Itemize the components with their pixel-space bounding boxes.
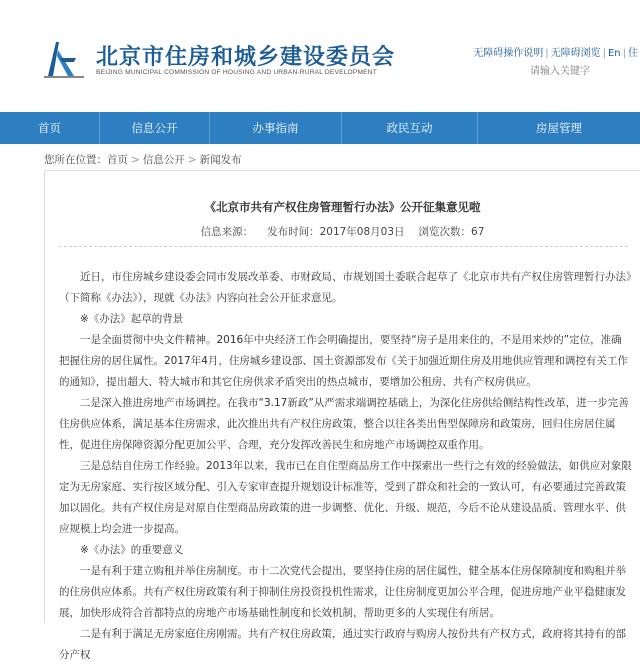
article-views: 浏览次数：67: [418, 226, 485, 238]
article-meta: [45, 224, 640, 239]
accessibility-browse-link[interactable]: 无障碍浏览: [550, 48, 601, 59]
breadcrumb-news-release[interactable]: 新闻发布: [199, 154, 242, 166]
link-separator: |: [545, 48, 549, 59]
breadcrumb-home[interactable]: 首页: [107, 154, 128, 166]
link-separator: |: [622, 48, 626, 59]
article-title: 《北京市共有产权住房管理暂行办法》公开征集意见啦: [204, 200, 481, 214]
article-paragraph: 一是全面贯彻中央文件精神。2016年中央经济工作会明确提出，要坚持“房子是用来住的，不是用来炒的”定位，准确把握住房的居住属性。2017年4月，住房城乡建设部、国土资源部发布《关于加强近期住房及用地供应管理和调控有关工作的通知》，提出超大、特大城市和其它住房供求矛盾突出的热点城市，要增加公租房、共有产权房供应。: [59, 334, 628, 388]
nav-item-home[interactable]: 首页: [0, 112, 100, 144]
nav-item-public-interaction[interactable]: 政民互动: [342, 112, 478, 144]
article-section-heading: ※《办法》起草的背景: [80, 313, 184, 325]
article-paragraph: 近日，市住房城乡建设委会同市发展改革委、市财政局、市规划国土委联合起草了《北京市共有产权住房管理暂行办法》（下简称《办法》），现就《办法》内容向社会公开征求意见。: [59, 271, 632, 304]
breadcrumb-arrow-icon: >: [187, 154, 197, 166]
nav-item-housing-management[interactable]: 房屋管理: [536, 121, 582, 135]
article-section-heading: ※《办法》的重要意义: [80, 544, 184, 556]
meta-divider: [59, 246, 628, 247]
top-links: [471, 44, 640, 59]
nav-item-info-disclosure[interactable]: 信息公开: [100, 112, 210, 144]
nav-item-service-guide[interactable]: 办事指南: [210, 112, 342, 144]
search-input[interactable]: [512, 61, 640, 81]
link-separator: |: [602, 48, 606, 59]
commission-logo-icon[interactable]: [40, 38, 90, 80]
article: [44, 171, 640, 661]
breadcrumb: [44, 152, 242, 167]
main-nav: [0, 112, 640, 144]
site-title[interactable]: 北京市住房和城乡建设委员会: [96, 45, 396, 70]
more-link[interactable]: 住: [628, 48, 638, 59]
article-paragraph: 二是深入推进房地产市场调控。在我市“3.17新政”从严需求端调控基础上，为深化住房供给侧结构性改革，进一步完善住房供应体系，满足基本住房需求，此次推出共有产权住房政策，整合以往各类出售型保障房和政策房，回归住房居住属性，促进住房保障资源分配更加公平、合理，充分发挥改善民生和房地产市场调控双重作用。: [59, 397, 629, 451]
breadcrumb-label: 您所在位置：: [44, 154, 107, 166]
breadcrumb-arrow-icon: >: [131, 154, 140, 166]
english-link[interactable]: En: [607, 48, 621, 59]
site-subtitle: BEIJING MUNICIPAL COMMISSION OF HOUSING AND URBAN-RURAL DEVELOPMENT: [96, 69, 377, 76]
article-paragraph: 二是有利于满足无房家庭住房刚需。共有产权住房政策，通过实行政府与购房人按份共有产权方式，政府将其持有的部分产权: [59, 628, 626, 661]
article-paragraph: 一是有利于建立购租并举住房制度。市十二次党代会提出，要坚持住房的居住属性，健全基本住房保障制度和购租并举的住房供应体系。共有产权住房政策有利于抑制住房投资投机性需求，让住房制度更加公平合理，促进房地产业平稳健康发展，加快形成符合首都特点的房地产市场基础性制度和长效机制，帮助更多的人实现住有所居。: [59, 565, 626, 619]
site-header: [0, 0, 640, 108]
article-body: [59, 267, 632, 666]
article-source: 信息来源：: [200, 226, 254, 238]
article-date: 发布时间：2017年08月03日: [267, 226, 405, 238]
article-paragraph: 三是总结自住房工作经验。2013年以来，我市已在自住型商品房工作中探索出一些行之有效的经验做法，如供应对象限定为无房家庭、实行按区域分配、引入专家审查提升规划设计标准等，受到了群众和社会的一致认可，有必要通过完善政策加以固化。共有产权住房是对原自住型商品房政策的进一步调整、优化、升级、规范，今后不论从建设品质、管理水平、供应规模上均会进一步提高。: [59, 460, 632, 535]
breadcrumb-info-disclosure[interactable]: 信息公开: [142, 154, 185, 166]
accessibility-guide-link[interactable]: 无障碍操作说明: [473, 48, 544, 59]
